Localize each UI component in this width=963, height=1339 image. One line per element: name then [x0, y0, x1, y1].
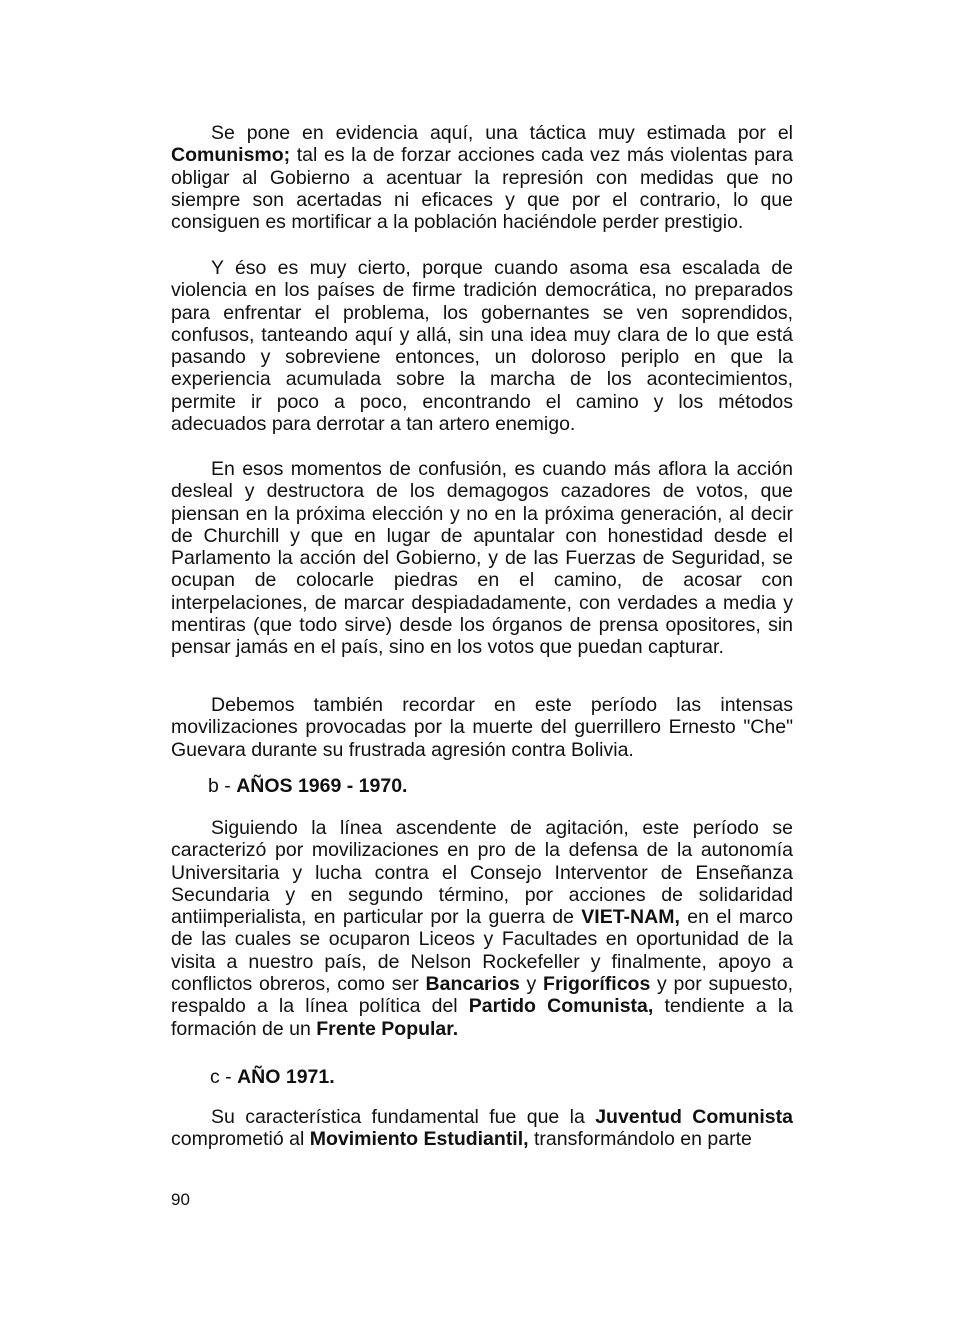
paragraph-3	[171, 458, 793, 659]
bold-text-run: Comunismo;	[171, 144, 291, 167]
section-heading-b-title: AÑOS 1969 - 1970.	[236, 775, 408, 797]
text-run: y por supuesto, respaldo a la línea política del	[171, 973, 794, 1018]
paragraph-6	[171, 1106, 793, 1151]
text-run: transformándolo en parte	[528, 1128, 752, 1151]
bold-text-run: Frente Popular.	[316, 1017, 459, 1040]
text-run: Y éso es muy cierto, porque cuando asoma esa escalada de violencia en los países de firme tradición democrática, no preparados para enfrentar el problema, los gobernantes se ven soprendidos, confusos, tanteando aquí y allá, sin una idea muy clara de lo que está pasando y sobreviene entonces, un doloroso periplo en que la experiencia acumulada sobre la marcha de los acontecimientos, permite ir poco a poco, encontrando el camino y los métodos adecuados para derrotar a tan artero enemigo.	[171, 257, 793, 436]
bold-text-run: Bancarios	[425, 973, 520, 996]
section-heading-b-prefix: b -	[208, 775, 237, 797]
paragraph-5	[171, 817, 793, 1040]
text-run: tal es la de forzar acciones cada vez más violentas para obligar al Gobierno a acentuar la represión con medidas que no siempre son acertadas ni eficaces y que por el contrario, lo que consiguen es mortificar a la población haciéndole perder prestigio.	[171, 144, 793, 234]
page-number: 90	[171, 1190, 190, 1209]
section-heading-c	[210, 1066, 335, 1088]
bold-text-run: Movimiento Estudiantil,	[309, 1128, 529, 1151]
text-run: Su característica fundamental fue que la	[211, 1106, 596, 1128]
text-run: y	[519, 973, 544, 996]
paragraph-4	[171, 694, 793, 761]
text-run: Siguiendo la línea ascendente de agitación, este período se caracterizó por movilizaciones en pro de la defensa de la autonomía Universitaria y lucha contra el Consejo Interventor de Enseñanza Secundaria y en segundo término, por acciones de solidaridad antiimperialista, en particular por la guerra de	[171, 817, 793, 929]
bold-text-run: VIET-NAM,	[581, 906, 680, 929]
text-run: en el marco de las cuales se ocuparon Liceos y Facultades en oportunidad de la visita a nuestro país, de Nelson Rockefeller y finalmente, apoyo a conflictos obreros, como ser	[171, 906, 793, 996]
bold-text-run: Partido Comunista,	[468, 995, 654, 1018]
text-run: Se pone en evidencia aquí, una táctica muy estimada por el	[211, 122, 793, 144]
text-run: comprometió al	[171, 1128, 310, 1151]
paragraph-2	[171, 257, 793, 435]
bold-text-run: Frigoríficos	[543, 973, 651, 996]
text-run: tendiente a la formación de un	[171, 995, 793, 1040]
section-heading-c-prefix: c -	[210, 1066, 238, 1088]
bold-text-run: Juventud Comunista	[595, 1106, 793, 1128]
section-heading-c-title: AÑO 1971.	[237, 1066, 335, 1088]
text-run: Debemos también recordar en este período las intensas movilizaciones provocadas por la muerte del guerrillero Ernesto "Che" Guevara durante su frustrada agresión contra Bolivia.	[171, 694, 793, 761]
paragraph-1	[171, 122, 793, 233]
section-heading-b	[208, 775, 407, 797]
text-run: En esos momentos de confusión, es cuando más aflora la acción desleal y destructora de los demagogos cazadores de votos, que piensan en la próxima elección y no en la próxima generación, al decir de Churchill y que en lugar de apuntalar con honestidad desde el Parlamento la acción del Gobierno, y de las Fuerzas de Seguridad, se ocupan de colocarle piedras en el camino, de acosar con interpelaciones, de marcar despiadadamente, con verdades a media y mentiras (que todo sirve) desde los órganos de prensa opositores, sin pensar jamás en el país, sino en los votos que puedan capturar.	[171, 458, 793, 659]
